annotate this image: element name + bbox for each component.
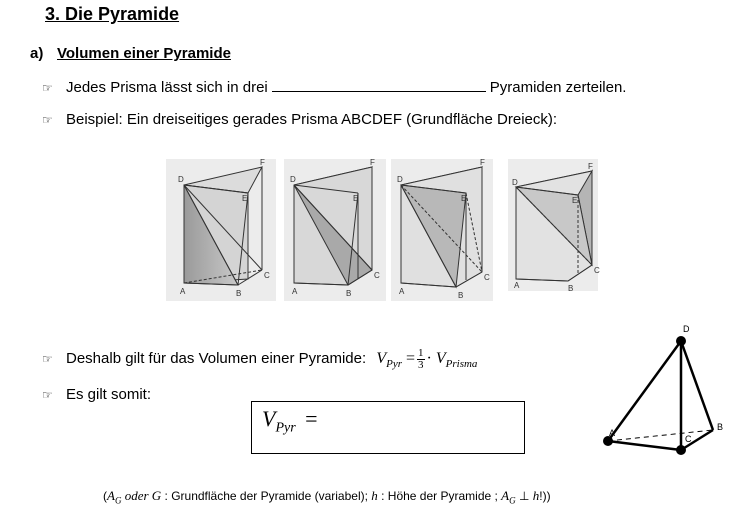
bullet-text: Es gilt somit: <box>66 386 152 403</box>
bullet-prisma-teilung <box>42 79 626 96</box>
svg-text:F: F <box>370 158 375 167</box>
prism-4 <box>516 171 592 281</box>
svg-text:B: B <box>236 289 242 298</box>
pointing-hand-icon: ☞ <box>42 388 53 402</box>
svg-text:E: E <box>461 194 467 203</box>
svg-text:E: E <box>242 194 248 203</box>
svg-text:C: C <box>484 273 490 282</box>
svg-text:A: A <box>514 281 520 290</box>
prism-3 <box>401 167 482 287</box>
subsection-marker: a) <box>30 45 44 62</box>
pointing-hand-icon: ☞ <box>42 113 53 127</box>
svg-text:D: D <box>178 175 184 184</box>
section-title: 3. Die Pyramide <box>45 4 180 24</box>
svg-text:A: A <box>609 428 616 438</box>
svg-text:D: D <box>397 175 403 184</box>
footnote: ($A_G$ oder G : Grundfläche der Pyramide (variabel); h : Höhe der Pyramide ; $A_G$ ⊥ h!)) <box>103 488 551 506</box>
svg-text:B: B <box>568 284 574 293</box>
pointing-hand-icon: ☞ <box>42 352 53 367</box>
vertex-c <box>676 445 686 455</box>
svg-text:D: D <box>683 324 690 334</box>
prism-figures <box>164 155 604 305</box>
svg-text:A: A <box>292 287 298 296</box>
prism-2 <box>294 167 372 285</box>
svg-text:F: F <box>480 158 485 167</box>
svg-text:C: C <box>594 266 600 275</box>
subsection-title: Volumen einer Pyramide <box>57 45 231 62</box>
svg-text:E: E <box>353 194 359 203</box>
svg-text:B: B <box>458 291 464 300</box>
fraction-one-third: $\frac{1}{3}$ <box>418 347 424 371</box>
svg-text:A: A <box>399 287 405 296</box>
svg-text:B: B <box>717 422 724 432</box>
bullet-beispiel <box>42 111 557 128</box>
svg-text:C: C <box>685 434 692 444</box>
pyramid-diagram <box>595 320 730 465</box>
answer-formula: $V_{Pyr}$ = <box>262 406 318 436</box>
svg-text:C: C <box>374 271 380 280</box>
bullet-deshalb <box>42 348 477 371</box>
volume-formula: $V_{Pyr}$ = $\frac{1}{3}$ · $V_{Prisma}$ <box>376 347 478 371</box>
svg-text:C: C <box>264 271 270 280</box>
bullet-text: Beispiel: Ein dreiseitiges gerades Prisma ABCDEF (Grundfläche Dreieck): <box>66 111 558 128</box>
bullet-text-after: Pyramiden zerteilen. <box>489 79 627 96</box>
pointing-hand-icon: ☞ <box>42 81 53 95</box>
svg-text:D: D <box>512 178 518 187</box>
svg-text:F: F <box>260 158 265 167</box>
bullet-text-before: Jedes Prisma lässt sich in drei <box>66 79 268 96</box>
svg-text:D: D <box>290 175 296 184</box>
svg-text:B: B <box>346 289 352 298</box>
bullet-es-gilt <box>42 386 151 403</box>
svg-text:F: F <box>588 162 593 171</box>
bullet-text: Deshalb gilt für das Volumen einer Pyramide: <box>66 350 367 368</box>
vertex-d <box>676 336 686 346</box>
svg-text:E: E <box>572 196 578 205</box>
blank-line[interactable] <box>272 79 486 92</box>
svg-text:A: A <box>180 287 186 296</box>
